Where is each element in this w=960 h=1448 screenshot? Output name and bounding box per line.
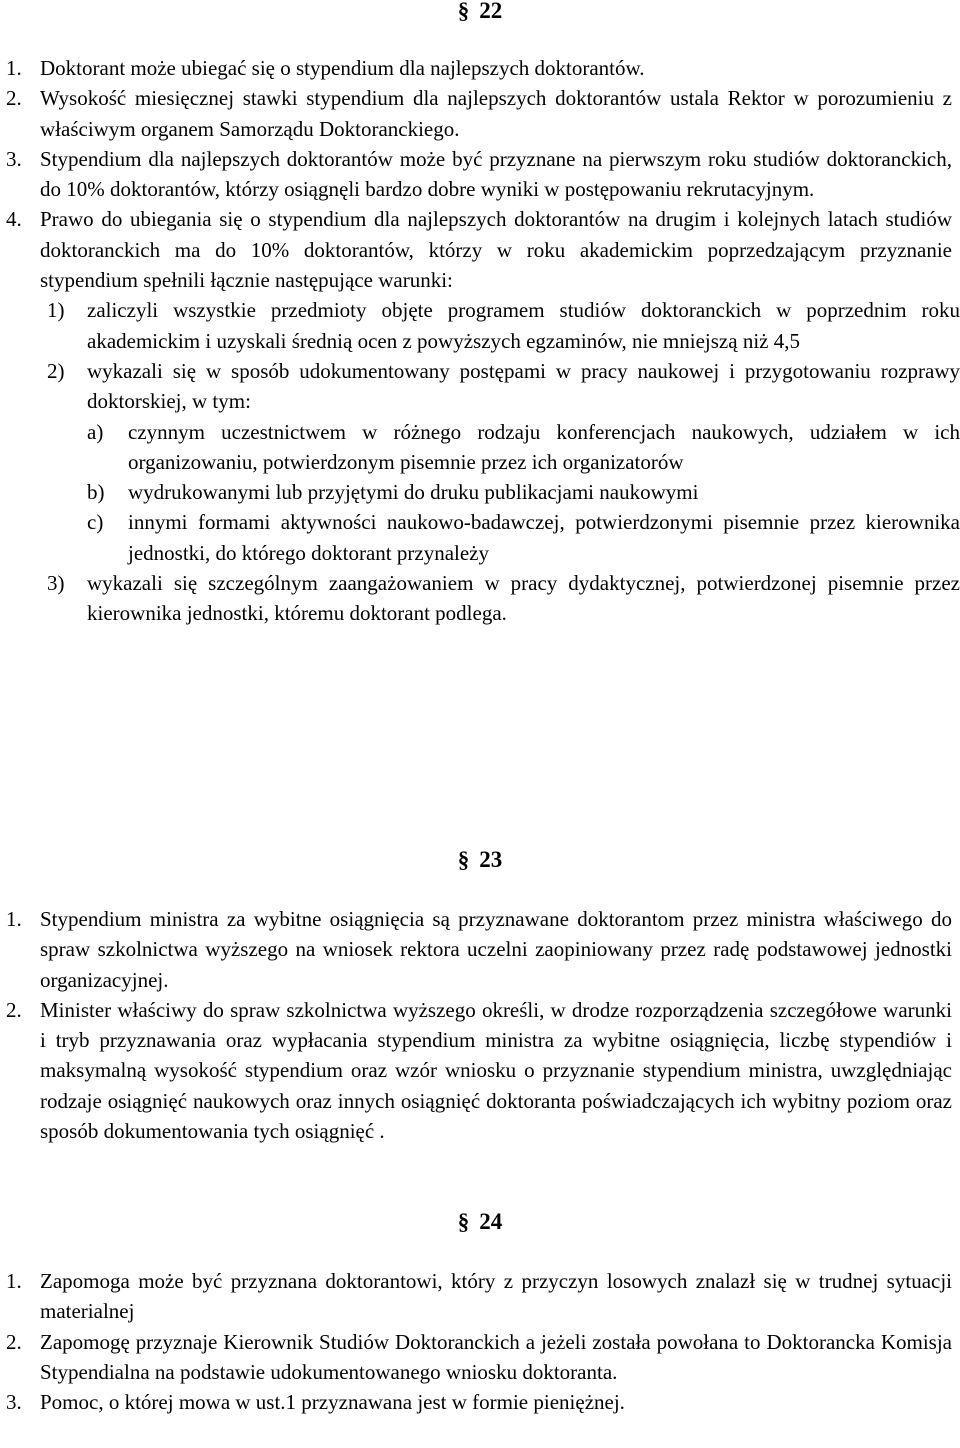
item-text: Zapomoga może być przyznana doktorantowi, który z przyczyn losowych znalazł się w trudnej sytuacji materialnej [40, 1269, 952, 1324]
item-text: Stypendium dla najlepszych doktorantów może być przyznane na pierwszym roku studiów doktoranckich, do 10% doktorantów, którzy osiągnęli bardzo dobre wyniki w postępowaniu rekrutacyjnym. [40, 146, 952, 202]
sub-item-text: wykazali się szczególnym zaangażowaniem w pracy dydaktycznej, potwierdzonej pisemnie przez kierownika jednostki, któremu doktorant podlega. [87, 571, 960, 626]
sub-sub-item-number: c) [87, 510, 104, 535]
item-text: Zapomogę przyznaje Kierownik Studiów Doktoranckich a jeżeli została powołana to Doktorancka Komisja Stypendialna na podstawie udokumentowanego wniosku doktoranta. [40, 1329, 952, 1384]
sub-item-number: 2) [47, 358, 65, 383]
sub-item-number: 3) [47, 571, 65, 596]
sub-item-text: wykazali się w sposób udokumentowany postępami w pracy naukowej i przygotowaniu rozprawy doktorskiej, w tym: [87, 358, 960, 414]
section-items [0, 904, 960, 1146]
sub-sub-item-number: a) [87, 419, 104, 444]
section-symbol: § [457, 847, 470, 872]
list-item [0, 1266, 960, 1327]
sub-item-number: 1) [47, 298, 65, 323]
sub-sub-item-text: wydrukowanymi lub przyjętymi do druku publikacjami naukowymi [128, 480, 699, 505]
sub-sub-item [30, 477, 960, 507]
sub-items [0, 568, 960, 629]
item-number: 3. [6, 146, 22, 171]
section-heading [0, 845, 960, 875]
item-number: 3. [6, 1390, 22, 1415]
sub-sub-item-number: b) [87, 480, 105, 505]
sub-item [0, 356, 960, 417]
section-number: 22 [479, 0, 503, 23]
section-items [0, 53, 960, 295]
item-number: 1. [6, 56, 22, 80]
item-text: Minister właściwy do spraw szkolnictwa wyższego określi, w drodze rozporządzenia szczegółowe warunki i tryb przyznawania oraz wypłacania stypendium ministra za wybitne osiągnięcia, liczbę stypendiów i maksymalną wysokość stypendium oraz wzór wniosku o przyznanie stypendium ministra, uwzględniając rodzaje osiągnięć naukowych oraz innych osiągnięć doktoranta poświadczających ich wybitny poziom oraz sposób dokumentowania tych osiągnięć . [40, 997, 952, 1144]
item-text: Doktorant może ubiegać się o stypendium dla najlepszych doktorantów. [40, 56, 645, 80]
section-symbol: § [457, 1209, 470, 1234]
item-text: Wysokość miesięcznej stawki stypendium dla najlepszych doktorantów ustala Rektor w porozumieniu z właściwym organem Samorządu Doktoranckiego. [40, 86, 952, 141]
list-item [0, 204, 960, 295]
list-item [0, 83, 960, 144]
sub-sub-item [30, 417, 960, 478]
item-number: 1. [6, 907, 22, 931]
sub-sub-items [0, 417, 960, 568]
sub-items [0, 295, 960, 416]
section-number: 23 [479, 847, 503, 872]
item-text: Prawo do ubiegania się o stypendium dla najlepszych doktorantów na drugim i kolejnych latach studiów doktoranckich ma do 10% doktorantów, którzy w roku akademickim poprzedzającym przyznanie stypendium spełnili łącznie następujące warunki: [40, 207, 952, 293]
item-number: 4. [6, 207, 22, 232]
item-number: 2. [6, 1329, 22, 1354]
list-item [0, 53, 960, 83]
section-heading [0, 0, 960, 26]
section-symbol: § [457, 0, 470, 23]
list-item [0, 904, 960, 995]
item-number: 2. [6, 86, 22, 111]
section-22 [0, 0, 960, 629]
sub-sub-item-text: czynnym uczestnictwem w różnego rodzaju konferencjach naukowych, udziałem w ich organizowaniu, potwierdzonym pisemnie przez ich organizatorów [128, 419, 960, 474]
list-item [0, 995, 960, 1146]
list-item [0, 1327, 960, 1388]
section-23 [0, 845, 960, 1146]
section-24 [0, 1207, 960, 1417]
section-heading [0, 1207, 960, 1237]
sub-sub-item-text: innymi formami aktywności naukowo-badawczej, potwierdzonymi pisemnie przez kierownika jednostki, do którego doktorant przynależy [128, 510, 960, 565]
sub-item [0, 568, 960, 629]
sub-item [0, 295, 960, 356]
list-item [0, 1387, 960, 1417]
item-number: 2. [6, 997, 22, 1022]
item-text: Pomoc, o której mowa w ust.1 przyznawana jest w formie pieniężnej. [40, 1390, 625, 1415]
section-number: 24 [479, 1209, 503, 1234]
sub-item-text: zaliczyli wszystkie przedmioty objęte programem studiów doktoranckich w poprzednim roku akademickim i uzyskali średnią ocen z powyższych egzaminów, nie mniejszą niż 4,5 [87, 298, 960, 353]
sub-sub-item [30, 507, 960, 568]
item-text: Stypendium ministra za wybitne osiągnięcia są przyznawane doktorantom przez ministra właściwego do spraw szkolnictwa wyższego na wniosek rektora uczelni zaopiniowany przez radę podstawowej jednostki organizacyjnej. [40, 907, 952, 992]
list-item [0, 144, 960, 205]
section-items [0, 1266, 960, 1417]
item-number: 1. [6, 1269, 22, 1293]
